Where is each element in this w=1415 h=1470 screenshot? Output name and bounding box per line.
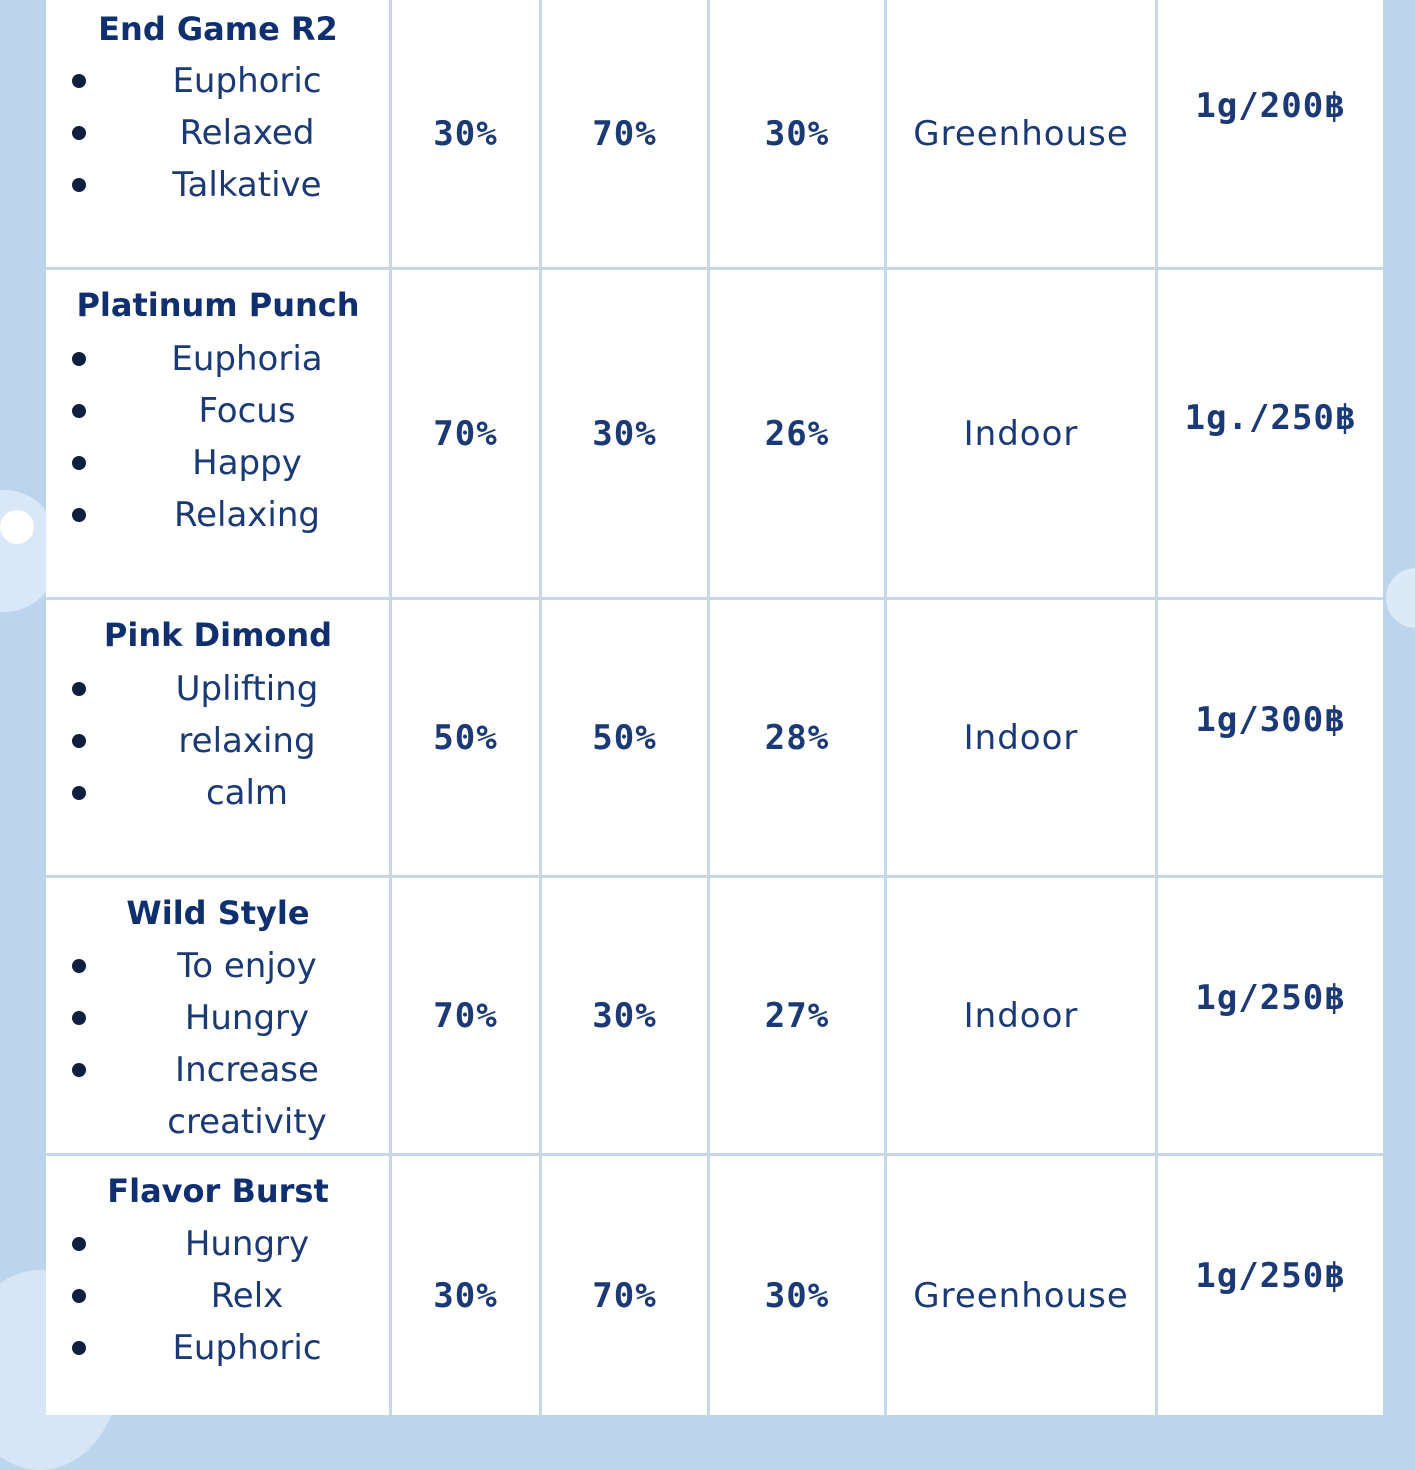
value-cell: 70% [433, 995, 498, 1036]
strain-cell [46, 270, 390, 597]
bullet-icon [72, 1063, 86, 1077]
strain-table [46, 0, 1383, 1415]
bullet-icon [72, 178, 86, 192]
effect-item: Happy [46, 437, 390, 489]
effects-list [46, 333, 390, 541]
strain-name: Pink Dimond [103, 616, 333, 654]
grow-type-cell: Indoor [963, 413, 1079, 454]
effect-item: creativity [167, 1102, 327, 1142]
effect-item: calm [46, 767, 390, 819]
effect-item: Hungry [46, 1218, 390, 1270]
value-cell: 30% [764, 113, 830, 154]
effect-item: Euphoric [46, 55, 390, 107]
price-cell: 1g./250฿ [1184, 398, 1357, 438]
price-cell: 1g/300฿ [1195, 700, 1346, 740]
bullet-icon [72, 734, 86, 748]
value-cell: 30% [433, 113, 498, 154]
value-cell: 30% [764, 1276, 830, 1316]
effect-item: Hungry [46, 992, 390, 1044]
table-row [46, 270, 1383, 597]
bullet-icon [72, 126, 86, 140]
bullet-icon [72, 352, 86, 366]
bullet-icon [72, 1237, 86, 1251]
strain-name: Flavor Burst [107, 1172, 329, 1210]
bullet-icon [72, 508, 86, 522]
decorative-bubble [1386, 568, 1415, 628]
effect-item: Uplifting [46, 663, 390, 715]
effect-item: Talkative [46, 159, 390, 211]
effect-item: Increase [46, 1044, 390, 1096]
strain-cell [46, 878, 390, 1153]
value-cell: 70% [592, 113, 657, 154]
bullet-icon [72, 404, 86, 418]
table-row [46, 1156, 1383, 1415]
bullet-icon [72, 1011, 86, 1025]
grow-type-cell: Greenhouse [913, 1276, 1129, 1316]
effects-list [46, 663, 390, 819]
bullet-icon [72, 1289, 86, 1303]
value-cell: 30% [592, 995, 657, 1036]
bullet-icon [72, 456, 86, 470]
grow-type-cell: Greenhouse [913, 113, 1129, 154]
effects-list [46, 55, 390, 211]
table-row [46, 0, 1383, 267]
effects-list [46, 1218, 390, 1374]
strain-cell [46, 1156, 390, 1415]
value-cell: 30% [592, 413, 657, 454]
effect-item: relaxing [46, 715, 390, 767]
effect-item: Euphoric [46, 1322, 390, 1374]
effect-item: Relaxing [46, 489, 390, 541]
effects-list [46, 940, 390, 1148]
value-cell: 70% [433, 413, 498, 454]
bullet-icon [72, 786, 86, 800]
effect-item: To enjoy [46, 940, 390, 992]
effect-item: Relaxed [46, 107, 390, 159]
value-cell: 50% [433, 717, 498, 758]
price-cell: 1g/250฿ [1195, 978, 1346, 1018]
effect-item: Euphoria [46, 333, 390, 385]
grow-type-cell: Indoor [963, 995, 1079, 1036]
price-cell: 1g/200฿ [1195, 86, 1346, 126]
table-row [46, 878, 1383, 1153]
strain-cell [46, 0, 390, 267]
value-cell: 50% [592, 717, 657, 758]
effect-item: Focus [46, 385, 390, 437]
value-cell: 70% [592, 1276, 657, 1316]
bullet-icon [72, 74, 86, 88]
value-cell: 28% [764, 717, 830, 758]
strain-name: Platinum Punch [76, 286, 360, 324]
strain-name: Wild Style [126, 894, 310, 932]
bullet-icon [72, 1341, 86, 1355]
strain-name: End Game R2 [98, 10, 338, 48]
value-cell: 26% [764, 413, 830, 454]
bullet-icon [72, 682, 86, 696]
decorative-bubble [0, 510, 34, 544]
price-cell: 1g/250฿ [1195, 1256, 1346, 1296]
grow-type-cell: Indoor [963, 717, 1079, 758]
strain-cell [46, 600, 390, 875]
effect-item: Relx [46, 1270, 390, 1322]
bullet-icon [72, 959, 86, 973]
value-cell: 27% [764, 995, 830, 1036]
table-row [46, 600, 1383, 875]
value-cell: 30% [433, 1276, 498, 1316]
